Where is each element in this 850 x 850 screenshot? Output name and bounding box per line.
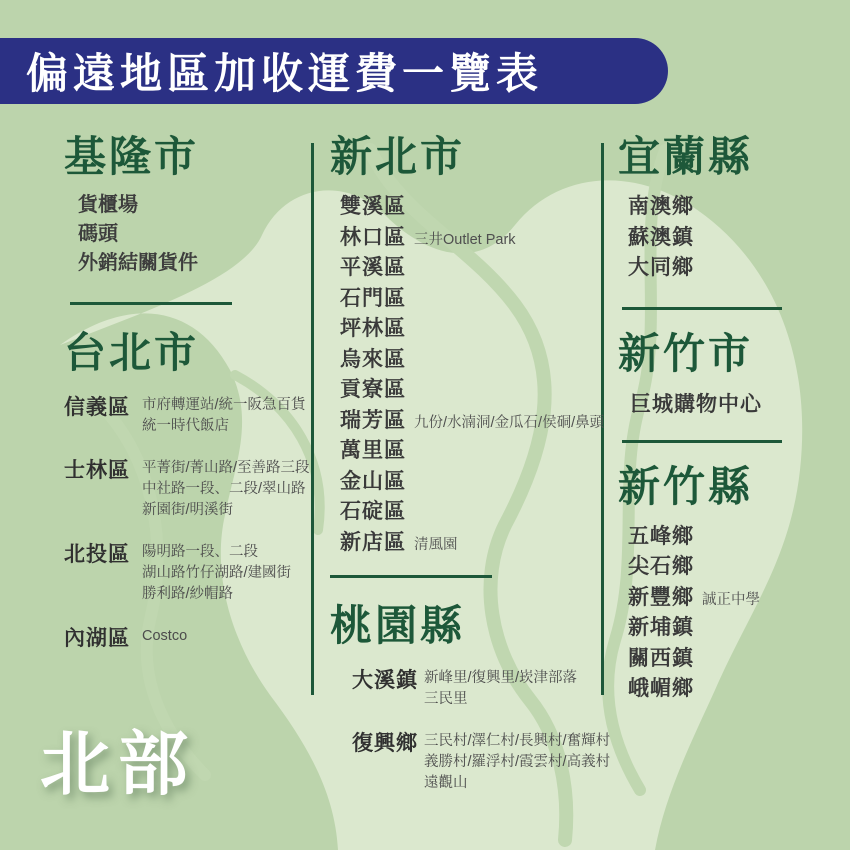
district-row	[340, 376, 610, 407]
section-divider	[622, 307, 782, 310]
region-label: 北部	[40, 725, 196, 803]
district-label: 士林區	[64, 459, 130, 482]
section-title-hsinchu-county: 新竹縣	[618, 462, 754, 510]
district-details	[142, 454, 310, 521]
district-name: 蘇澳鎮	[628, 225, 694, 249]
district-entry	[64, 391, 314, 437]
district-name: 瑞芳區	[340, 408, 406, 432]
new-taipei-rows	[340, 193, 610, 559]
list-item: 外銷結關貨件	[78, 252, 198, 274]
district-details	[142, 622, 187, 652]
section-title-taipei: 台北市	[64, 329, 200, 376]
detail-line: 義勝村/羅浮村/霞雲村/高義村	[424, 754, 611, 770]
list-item: 碼頭	[78, 223, 118, 245]
detail-line: 湖山路竹仔湖路/建國街	[142, 565, 292, 581]
district-entry	[64, 622, 314, 652]
district-row	[628, 614, 850, 645]
district-name: 金山區	[340, 469, 406, 493]
district-name: 石門區	[340, 286, 406, 310]
district-details	[424, 664, 577, 710]
section-title-hsinchu-city: 新竹市	[618, 329, 754, 377]
district-row	[340, 315, 610, 346]
district-row	[340, 498, 610, 529]
district-note: 三井Outlet Park	[414, 231, 516, 248]
district-name: 貢寮區	[340, 378, 406, 401]
district-name: 關西鎮	[628, 646, 694, 670]
district-name: 新豐鄉	[628, 585, 694, 609]
district-row	[340, 254, 610, 285]
detail-line: 中社路一段、二段/翠山路	[142, 481, 306, 497]
section-divider	[622, 440, 782, 443]
detail-line: 遠觀山	[424, 775, 468, 791]
district-name: 萬里區	[340, 439, 406, 462]
district-label: 內湖區	[64, 627, 130, 650]
district-name: 大同鄉	[628, 256, 694, 279]
taoyuan-entries	[352, 664, 610, 794]
district-row	[628, 645, 850, 676]
district-row	[628, 675, 850, 706]
district-details	[142, 391, 306, 437]
district-name: 五峰鄉	[628, 524, 694, 548]
district-note: 清風園	[414, 536, 458, 553]
column-keelung-taipei	[64, 133, 314, 669]
section-divider	[330, 575, 492, 578]
section-title-keelung: 基隆市	[64, 133, 200, 180]
detail-line: 三民村/澤仁村/長興村/奮輝村	[424, 733, 611, 749]
section-divider	[70, 302, 232, 305]
district-label: 大溪鎮	[352, 669, 418, 692]
page-title: 偏遠地區加收運費一覽表	[26, 50, 544, 97]
district-entry	[352, 664, 610, 710]
district-name: 尖石鄉	[628, 555, 694, 578]
district-row	[340, 193, 610, 224]
district-name: 峨嵋鄉	[628, 677, 694, 700]
district-details	[424, 727, 610, 794]
district-row	[340, 224, 610, 255]
list-item: 貨櫃場	[78, 194, 138, 216]
district-name: 烏來區	[340, 347, 406, 371]
district-row	[628, 193, 850, 224]
district-row	[340, 346, 610, 377]
section-title-taoyuan: 桃園縣	[330, 602, 466, 649]
hsinchu-county-rows	[628, 523, 850, 706]
district-row	[340, 529, 610, 560]
district-row	[628, 254, 850, 285]
district-row	[628, 553, 850, 584]
district-row	[340, 468, 610, 499]
district-label: 復興鄉	[352, 732, 418, 755]
column-newtaipei-taoyuan	[330, 133, 610, 811]
district-name: 林口區	[340, 225, 406, 249]
district-row	[628, 584, 850, 615]
detail-line: 統一時代飯店	[142, 418, 229, 434]
district-note: 誠正中學	[702, 591, 760, 608]
district-name: 坪林區	[340, 317, 406, 340]
detail-line: 三民里	[424, 691, 468, 707]
column-yilan-hsinchu	[618, 133, 850, 706]
district-note: 九份/水湳洞/金瓜石/侯硐/鼻頭	[414, 414, 605, 431]
district-entry	[64, 454, 314, 521]
detail-line: Costco	[142, 628, 188, 644]
district-name: 石碇區	[340, 500, 406, 523]
taipei-entries	[64, 391, 314, 652]
district-row	[340, 437, 610, 468]
district-row	[340, 407, 610, 438]
district-row	[628, 224, 850, 255]
district-label: 信義區	[64, 396, 130, 419]
section-title-new-taipei: 新北市	[330, 133, 466, 180]
detail-line: 新園街/明溪街	[142, 502, 234, 518]
district-entry	[64, 538, 314, 605]
page-title-banner	[0, 38, 668, 104]
section-title-yilan: 宜蘭縣	[618, 133, 754, 180]
detail-line: 平菁街/菁山路/至善路三段	[142, 460, 310, 476]
district-entry	[352, 727, 610, 794]
detail-line: 勝利路/紗帽路	[142, 586, 234, 602]
yilan-rows	[628, 193, 850, 285]
district-name: 新埔鎮	[628, 616, 694, 639]
district-details	[142, 538, 291, 605]
district-name: 平溪區	[340, 256, 406, 279]
district-name: 雙溪區	[340, 195, 406, 218]
district-row	[628, 523, 850, 554]
keelung-items	[78, 191, 314, 278]
hsinchu-city-item: 巨城購物中心	[630, 392, 762, 416]
detail-line: 新峰里/復興里/崁津部落	[424, 670, 578, 686]
district-name: 南澳鄉	[628, 195, 694, 218]
district-label: 北投區	[64, 543, 130, 566]
district-row	[340, 285, 610, 316]
detail-line: 市府轉運站/統一阪急百貨	[142, 397, 306, 413]
detail-line: 陽明路一段、二段	[142, 544, 258, 560]
district-name: 新店區	[340, 530, 406, 554]
